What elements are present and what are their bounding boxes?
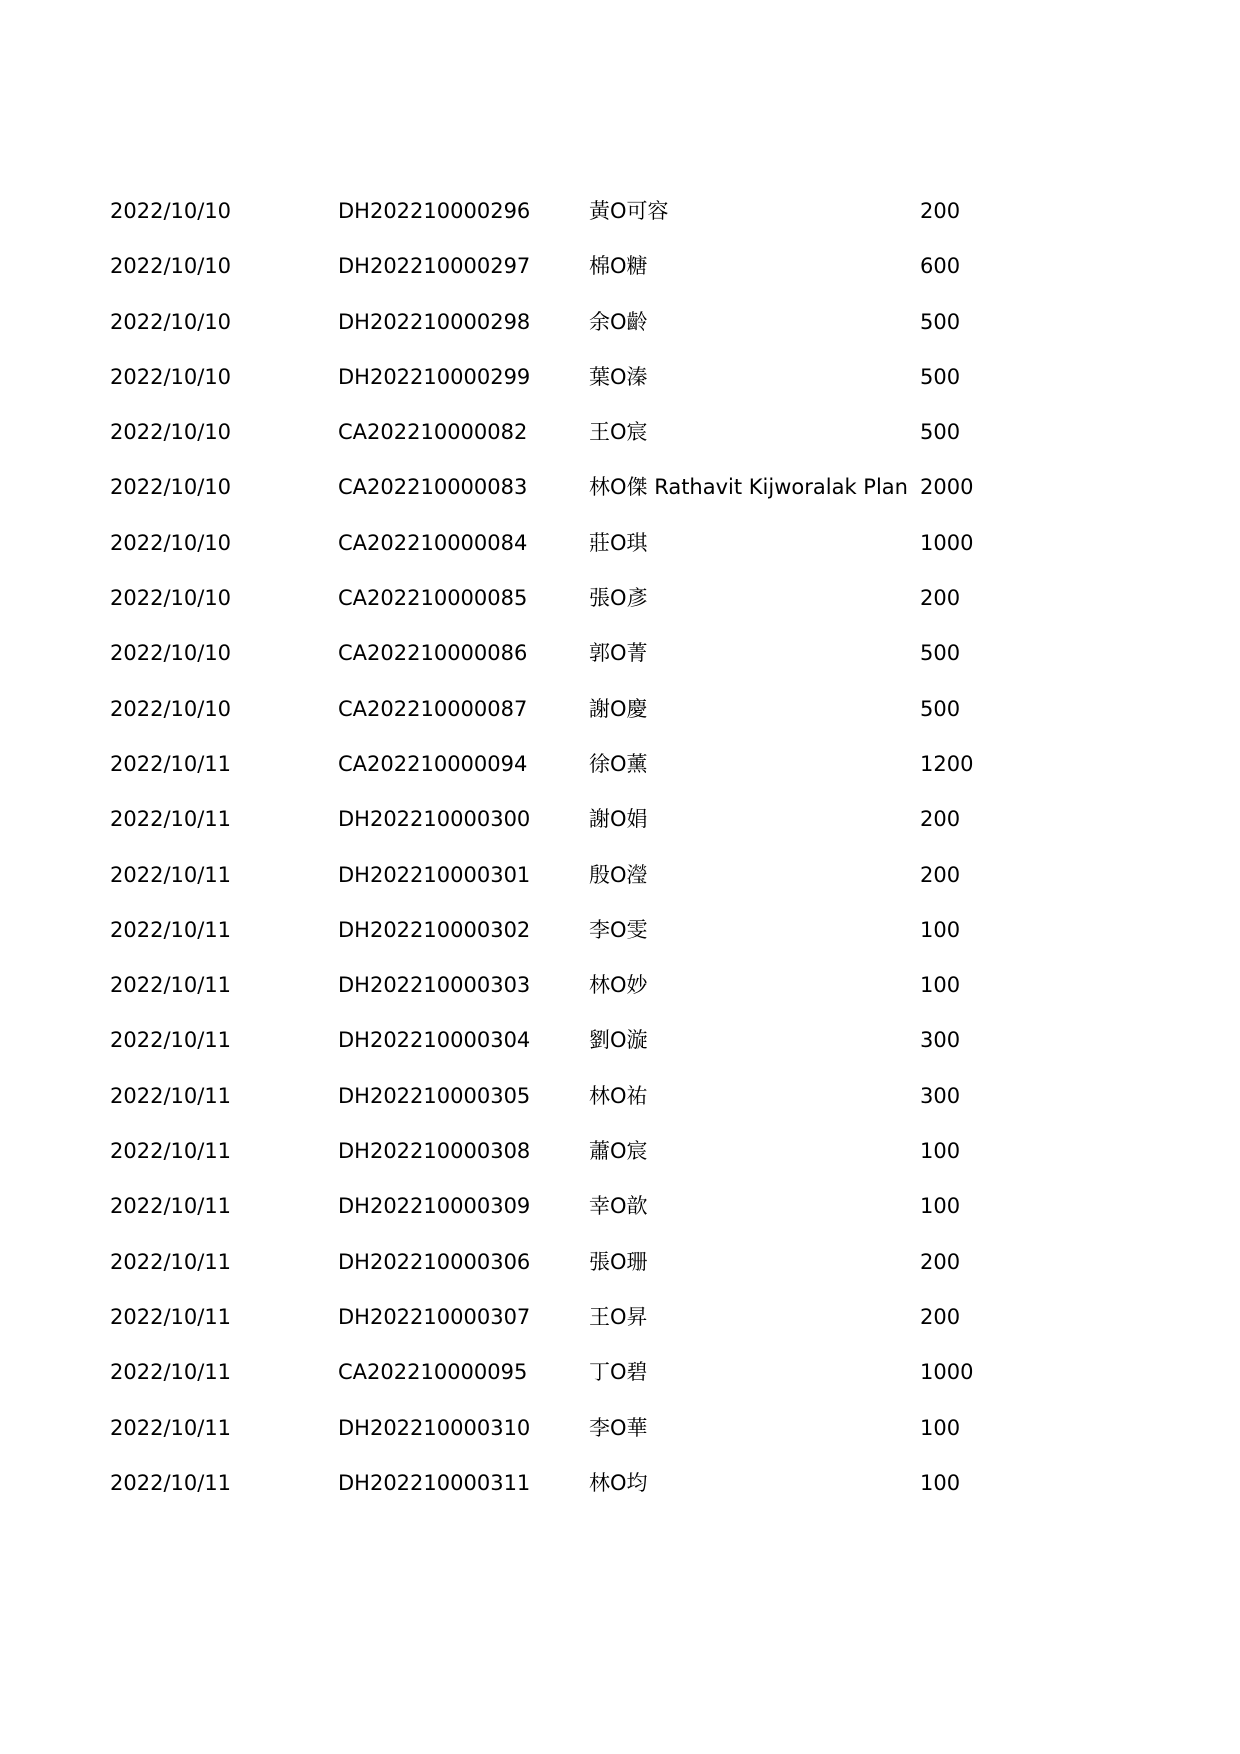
date-cell: 2022/10/10 xyxy=(110,309,232,334)
donor-name-cell: 棉O糖 xyxy=(589,254,648,279)
receipt-number-cell: DH202210000306 xyxy=(338,1249,531,1274)
donor-name-cell: 謝O慶 xyxy=(589,696,648,721)
donor-name-cell: 王O昇 xyxy=(589,1304,648,1329)
date-cell: 2022/10/11 xyxy=(110,1304,232,1329)
donor-name-cell: 林O妙 xyxy=(589,973,648,998)
receipt-number-cell: DH202210000303 xyxy=(338,973,531,998)
date-cell: 2022/10/10 xyxy=(110,199,232,223)
receipt-number-cell: CA202210000085 xyxy=(338,586,528,611)
donor-name-cell: 張O珊 xyxy=(589,1249,648,1274)
amount-cell: 200 xyxy=(920,1304,961,1329)
amount-cell: 1200 xyxy=(920,751,974,776)
donor-name-cell: 余O齡 xyxy=(589,309,648,334)
amount-cell: 200 xyxy=(920,1249,961,1274)
amount-cell: 200 xyxy=(920,199,961,223)
amount-cell: 100 xyxy=(920,973,961,998)
receipt-number-cell: DH202210000300 xyxy=(338,807,531,832)
receipt-number-cell: CA202210000086 xyxy=(338,641,528,666)
amount-cell: 100 xyxy=(920,917,961,942)
amount-cell: 2000 xyxy=(920,475,974,500)
date-cell: 2022/10/11 xyxy=(110,1415,232,1440)
donor-name-cell: 丁O碧 xyxy=(589,1360,648,1385)
amount-cell: 300 xyxy=(920,1083,961,1108)
donor-name-cell: 郭O菁 xyxy=(589,641,648,666)
amount-cell: 500 xyxy=(920,641,961,666)
receipt-number-cell: CA202210000082 xyxy=(338,420,528,445)
amount-cell: 100 xyxy=(920,1194,961,1219)
donor-name-cell: 幸O歆 xyxy=(589,1194,648,1219)
date-cell: 2022/10/11 xyxy=(110,1470,232,1495)
date-cell: 2022/10/10 xyxy=(110,696,232,721)
donor-name-cell: 劉O漩 xyxy=(589,1028,648,1053)
receipt-number-cell: DH202210000296 xyxy=(338,199,531,223)
receipt-number-cell: DH202210000301 xyxy=(338,862,531,887)
date-cell: 2022/10/11 xyxy=(110,1194,232,1219)
amount-cell: 500 xyxy=(920,364,961,389)
donor-name-cell: 莊O琪 xyxy=(589,530,648,555)
amount-cell: 500 xyxy=(920,309,961,334)
donor-name-cell: 謝O娟 xyxy=(589,807,648,832)
donation-table xyxy=(110,199,1130,1540)
receipt-number-cell: CA202210000087 xyxy=(338,696,528,721)
receipt-number-cell: DH202210000307 xyxy=(338,1304,531,1329)
receipt-number-cell: DH202210000305 xyxy=(338,1083,531,1108)
receipt-number-cell: DH202210000302 xyxy=(338,917,531,942)
amount-cell: 1000 xyxy=(920,530,974,555)
donor-name-cell: 李O華 xyxy=(589,1415,648,1440)
amount-cell: 500 xyxy=(920,420,961,445)
receipt-number-cell: CA202210000095 xyxy=(338,1360,528,1385)
amount-cell: 100 xyxy=(920,1139,961,1164)
donor-name-cell: 徐O薰 xyxy=(589,751,648,776)
donor-name-cell: 黃O可容 xyxy=(589,199,669,223)
donor-name-cell: 殷O瀅 xyxy=(589,862,648,887)
date-cell: 2022/10/11 xyxy=(110,1028,232,1053)
donor-name-cell: 李O雯 xyxy=(589,917,648,942)
receipt-number-cell: DH202210000311 xyxy=(338,1470,531,1495)
donor-name-cell: 張O彥 xyxy=(589,586,648,611)
donor-name-cell: 林O傑 Rathavit Kijworalak Plan xyxy=(589,475,908,500)
date-cell: 2022/10/11 xyxy=(110,917,232,942)
date-cell: 2022/10/10 xyxy=(110,475,232,500)
date-cell: 2022/10/10 xyxy=(110,420,232,445)
amount-cell: 100 xyxy=(920,1415,961,1440)
date-cell: 2022/10/10 xyxy=(110,530,232,555)
donor-name-cell: 蕭O宸 xyxy=(589,1139,648,1164)
donor-name-cell: 林O祐 xyxy=(589,1083,648,1108)
date-cell: 2022/10/10 xyxy=(110,586,232,611)
amount-cell: 200 xyxy=(920,807,961,832)
date-cell: 2022/10/10 xyxy=(110,641,232,666)
date-cell: 2022/10/11 xyxy=(110,807,232,832)
date-cell: 2022/10/11 xyxy=(110,1139,232,1164)
date-cell: 2022/10/10 xyxy=(110,254,232,279)
receipt-number-cell: DH202210000309 xyxy=(338,1194,531,1219)
date-cell: 2022/10/11 xyxy=(110,1360,232,1385)
amount-cell: 500 xyxy=(920,696,961,721)
donor-name-cell: 林O均 xyxy=(589,1470,648,1495)
donor-name-cell: 王O宸 xyxy=(589,420,648,445)
donor-name-cell: 葉O溱 xyxy=(589,364,648,389)
receipt-number-cell: DH202210000298 xyxy=(338,309,531,334)
receipt-number-cell: DH202210000299 xyxy=(338,364,531,389)
date-cell: 2022/10/11 xyxy=(110,1083,232,1108)
amount-cell: 200 xyxy=(920,862,961,887)
date-cell: 2022/10/10 xyxy=(110,364,232,389)
date-cell: 2022/10/11 xyxy=(110,862,232,887)
amount-cell: 200 xyxy=(920,586,961,611)
receipt-number-cell: CA202210000094 xyxy=(338,751,528,776)
receipt-number-cell: CA202210000083 xyxy=(338,475,528,500)
receipt-number-cell: DH202210000297 xyxy=(338,254,531,279)
amount-cell: 1000 xyxy=(920,1360,974,1385)
amount-cell: 600 xyxy=(920,254,961,279)
receipt-number-cell: DH202210000308 xyxy=(338,1139,531,1164)
receipt-number-cell: CA202210000084 xyxy=(338,530,528,555)
table-row xyxy=(110,1470,1130,1540)
date-cell: 2022/10/11 xyxy=(110,973,232,998)
amount-cell: 100 xyxy=(920,1470,961,1495)
date-cell: 2022/10/11 xyxy=(110,1249,232,1274)
date-cell: 2022/10/11 xyxy=(110,751,232,776)
receipt-number-cell: DH202210000310 xyxy=(338,1415,531,1440)
receipt-number-cell: DH202210000304 xyxy=(338,1028,531,1053)
amount-cell: 300 xyxy=(920,1028,961,1053)
